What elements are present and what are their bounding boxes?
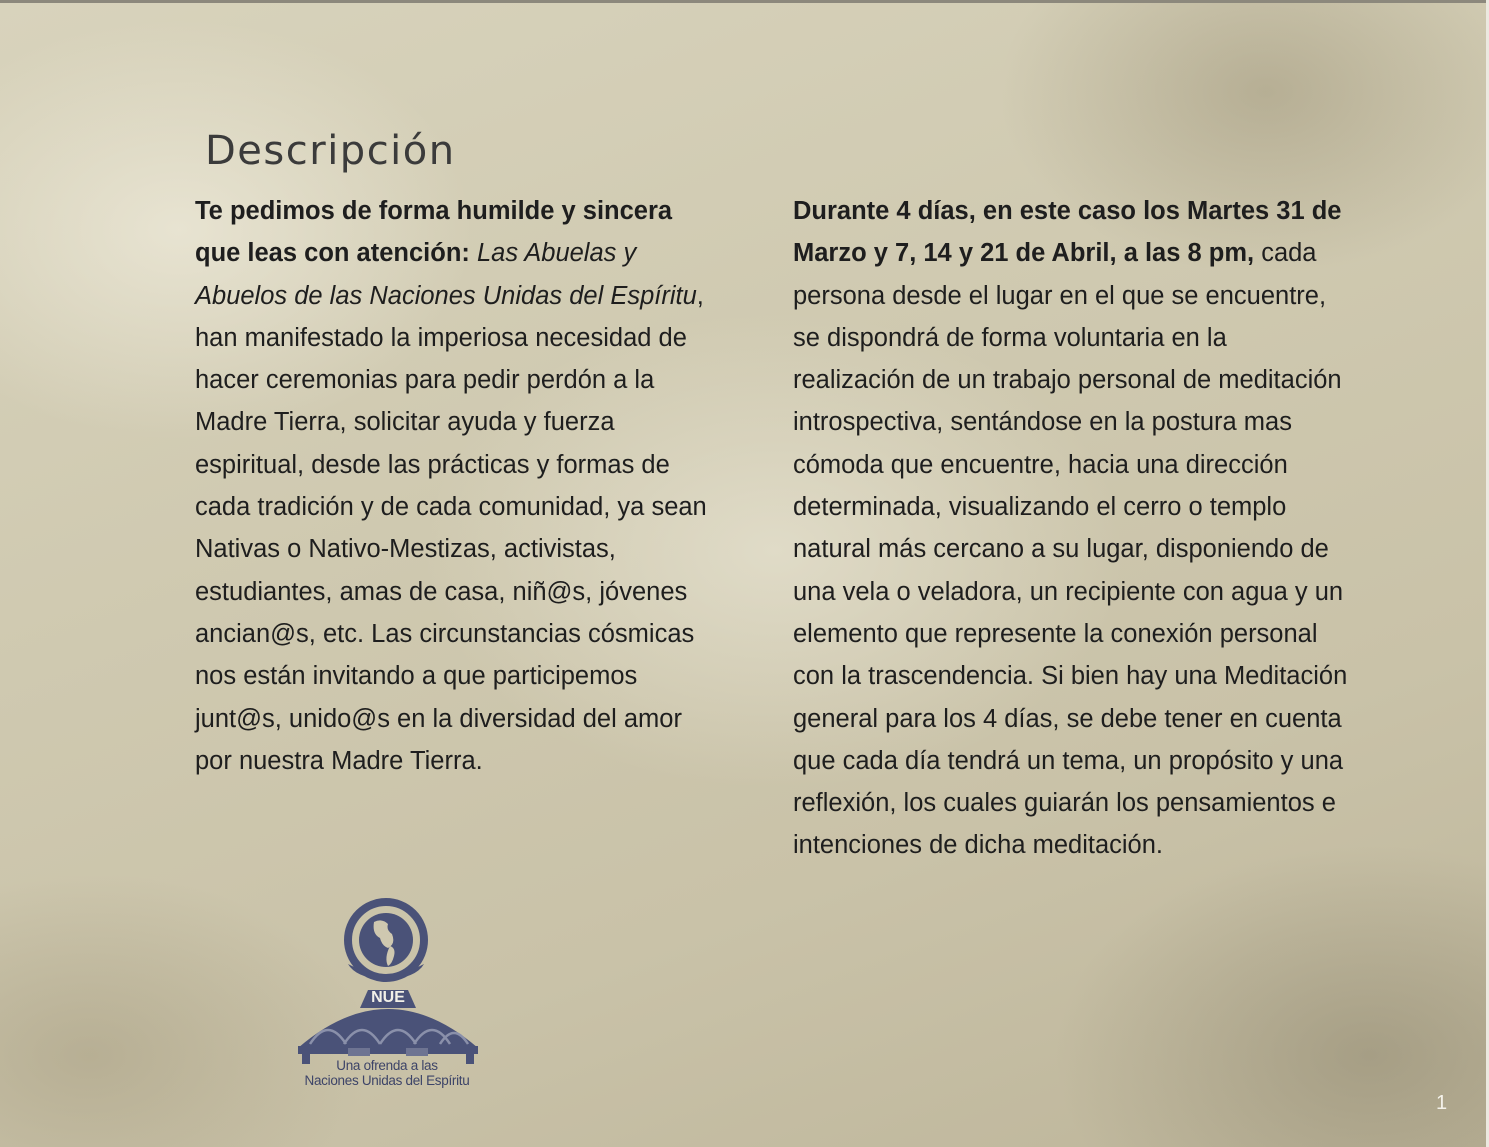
left-paragraph bbox=[195, 190, 715, 782]
logo-caption bbox=[282, 1058, 492, 1088]
top-border bbox=[0, 0, 1489, 3]
right-paragraph bbox=[793, 190, 1353, 867]
right-body: cada persona desde el lugar en el que se encuentre, se dispondrá de forma voluntaria en la realización de un trabajo personal de meditación introspectiva, sentándose en la postura mas cómoda que encuentre, hacia una dirección determinada, visualizando el cerro o templo natural más cercano a su lugar, disponiendo de una vela o veladora, un recipiente con agua y un elemento que represente la conexión personal con la trascendencia. Si bien hay una Meditación general para los 4 días, se debe tener en cuenta que cada día tendrá un tema, un propósito y una reflexión, los cuales guiarán los pensamientos e intenciones de dicha meditación. bbox=[793, 239, 1348, 860]
page-number: 1 bbox=[1436, 1092, 1448, 1114]
left-italic-phrase: Las Abuelas y Abuelos de las Naciones Unidas del Espíritu bbox=[195, 239, 697, 310]
logo-caption-line2: Naciones Unidas del Espíritu bbox=[304, 1073, 470, 1088]
page-title: Descripción bbox=[205, 128, 456, 174]
left-intro-bold: Te pedimos de forma humilde y sincera que leas con atención: bbox=[195, 197, 673, 268]
globe-icon bbox=[348, 902, 424, 980]
left-column bbox=[195, 190, 715, 782]
logo-badge-text: NUE bbox=[371, 989, 405, 1006]
logo-caption-line1: Una ofrenda a las bbox=[336, 1058, 438, 1073]
right-column bbox=[793, 190, 1353, 867]
right-intro-bold: Durante 4 días, en este caso los Martes 31 de Marzo y 7, 14 y 21 de Abril, a las 8 pm, bbox=[793, 197, 1342, 268]
left-body: , han manifestado la imperiosa necesidad de hacer ceremonias para pedir perdón a la Madre Tierra, solicitar ayuda y fuerza espiritual, desde las prácticas y formas de cada tradición y de cada comunidad, ya sean Nativas o Nativo-Mestizas, activistas, estudiantes, amas de casa, niñ@s, jóvenes ancian@s, etc. Las circunstancias cósmicas nos están invitando a que participemos junt@s, unido@s en la diversidad del amor por nuestra Madre Tierra. bbox=[195, 281, 707, 775]
